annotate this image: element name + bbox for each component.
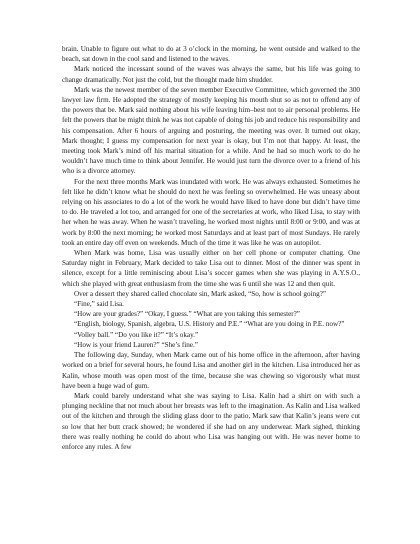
paragraph: Mark noticed the incessant sound of the waves was always the same, but his life was going to change dramatically. Not just the cold, but the thought made him shudder. <box>62 65 360 84</box>
paragraph: “How is your friend Lauren?” “She’s fine.” <box>74 340 198 349</box>
paragraph: The following day, Sunday, when Mark came out of his home office in the afternoon, after having worked on a brief for several hours, he found Lisa and another girl in the kitchen. Lisa introduced her as Kalin, whose mouth was open most of the time, because she was chewing so vigorously what must have been a huge wad of gum. <box>62 351 360 390</box>
paragraph: Over a dessert they shared called chocolate sin, Mark asked, “So, how is school going?” <box>74 289 327 298</box>
paragraph: For the next three months Mark was inundated with work. He was always exhausted. Sometimes he felt like he didn’t know what he should do next he was feeling so overwhelmed. He was uneasy about relying on his associates to do a lot of the work he would have liked to have done but didn’t have time to do. He traveled a lot too, and arranged for one of the secretaries at work, who liked Lisa, to stay with her when he was away. When he wasn’t traveling, he worked most nights until 8:00 or 9:00, and was at work by 8:00 the next morning; he worked most Saturdays and at least part of most Sundays. He rarely took an entire day off even on weekends. Much of the time it was like he was on autopilot. <box>62 177 360 247</box>
paragraph: “Volley ball.” “Do you like it?” “It’s okay.” <box>74 330 199 339</box>
paragraph: “English, biology, Spanish, algebra, U.S. History and P.E.” “What are you doing in P.E. now?” <box>74 320 345 329</box>
paragraph: Mark was the newest member of the seven member Executive Committee, which governed the 300 lawyer law firm. He adopted the strategy of mostly keeping his mouth shut so as not to offend any of the powers that be. Mark said nothing about his wife leaving him–best not to air personal problems. He felt the powers that be might think he was not capable of doing his job and reduce his responsibility and his compensation. After 6 hours of arguing and posturing, the meeting was over. It turned out okay, Mark thought; I guess my compensation for next year is okay, but I’m not that happy. At least, the meeting took Mark’s mind off his marital situation for a while. And he had so much work to do he wouldn’t have much time to think about Jennifer. He would just turn the divorce over to a friend of his who is a divorce attorney. <box>62 85 360 176</box>
paragraph: “How are your grades?” “Okay, I guess.” “What are you taking this semester?” <box>74 310 300 319</box>
body-text <box>62 44 360 452</box>
paragraph: “Fine,” said Lisa. <box>74 300 124 309</box>
paragraph: brain. Unable to figure out what to do at 3 o’clock in the morning, he went outside and walked to the beach, sat down in the cool sand and listened to the waves. <box>62 45 360 64</box>
paragraph: When Mark was home, Lisa was usually either on her cell phone or computer chatting. One Saturday night in February, Mark decided to take Lisa out to dinner. Most of the dinner was spent in silence, except for a little reminiscing about Lisa’s soccer games when she was playing in A.Y.S.O., which she played with great enthusiasm from the time she was 6 until she was 12 and then quit. <box>62 249 360 288</box>
paragraph: Mark could barely understand what she was saying to Lisa. Kalin had a shirt on with such a plunging neckline that not much about her breasts was left to the imagination. As Kalin and Lisa walked out of the kitchen and through the sliding glass door to the patio, Mark saw that Kalin’s jeans were cut so low that her butt crack showed; he wondered if she had on any underwear. Mark sighed, thinking there was really nothing he could do about who Lisa was hanging out with. He was never home to enforce any rules. A few <box>62 391 360 451</box>
